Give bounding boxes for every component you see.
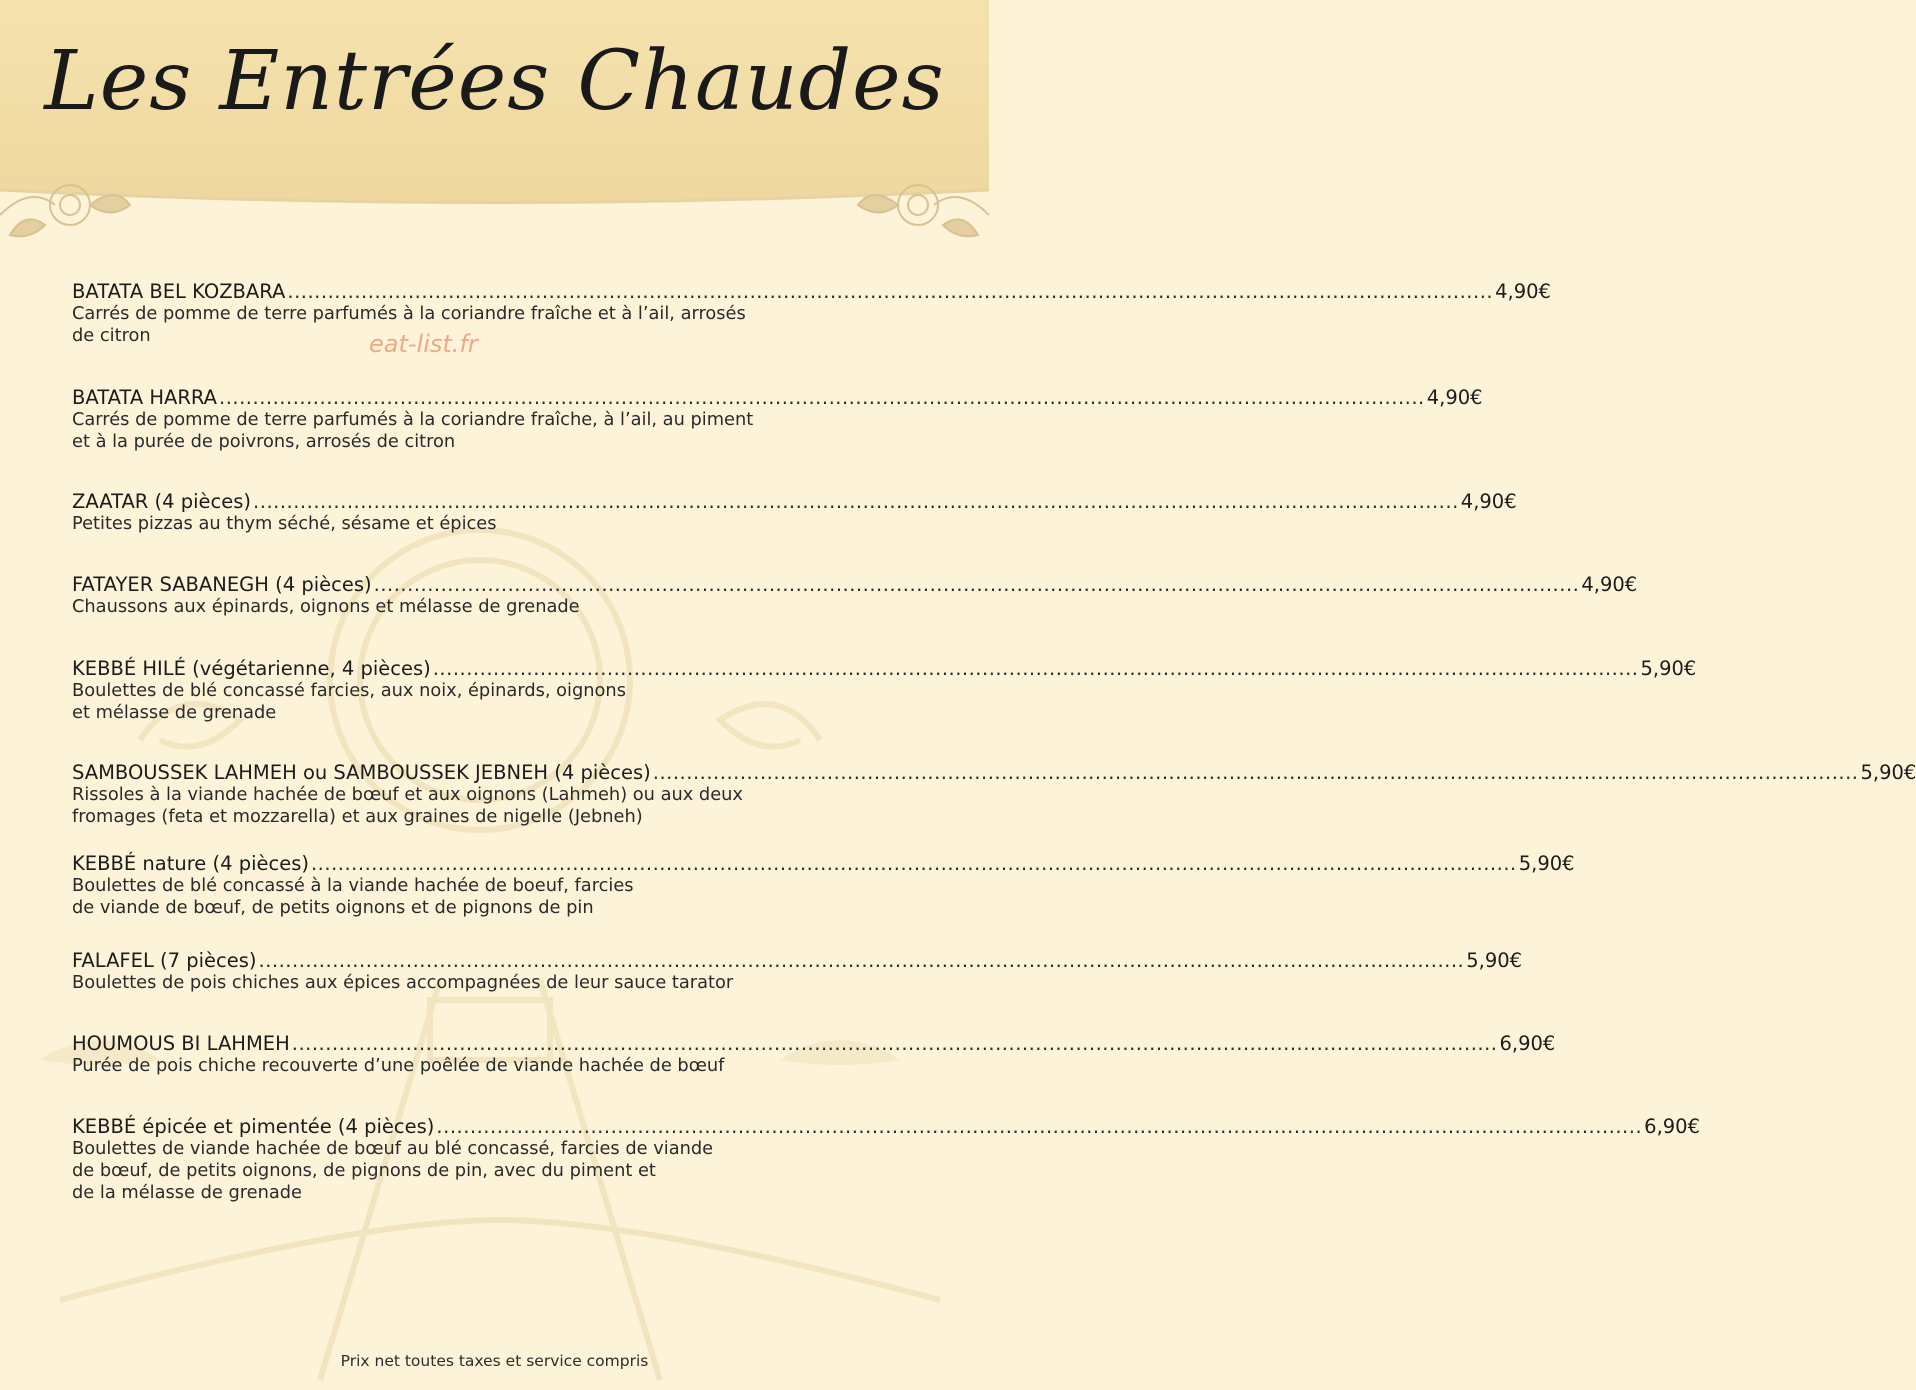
dot-leader: .................................................................................................................................................................................... [373,573,1580,596]
dot-leader: .................................................................................................................................................................................... [310,852,1517,875]
menu-item [72,657,1697,724]
item-name: FATAYER SABANEGH (4 pièces) [72,573,372,596]
dot-leader: .................................................................................................................................................................................... [652,761,1859,784]
item-name: HOUMOUS BI LAHMEH [72,1032,290,1055]
item-description: Petites pizzas au thym séché, sésame et épices [72,513,497,534]
item-description: Carrés de pomme de terre parfumés à la coriandre fraîche, à l’ail, au piment et à la purée de poivrons, arrosés de citron [72,409,754,452]
item-description: Rissoles à la viande hachée de bœuf et aux oignons (Lahmeh) ou aux deux fromages (feta et mozzarella) et aux graines de nigelle (Jebneh) [72,784,743,827]
item-description: Boulettes de viande hachée de bœuf au blé concassé, farcies de viande de bœuf, de petits oignons, de pignons de pin, avec du piment et de la mélasse de grenade [72,1138,714,1203]
item-name: KEBBÉ épicée et pimentée (4 pièces) [72,1115,435,1138]
dot-leader: .................................................................................................................................................................................... [287,280,1494,303]
item-description: Boulettes de blé concassé à la viande hachée de boeuf, farcies de viande de bœuf, de petits oignons et de pignons de pin [72,875,634,918]
item-price: 5,90€ [1640,657,1697,680]
menu-item [72,1115,1700,1204]
menu-item [72,1032,1556,1077]
dot-leader: .................................................................................................................................................................................... [253,490,1459,513]
item-price: 5,90€ [1466,949,1523,972]
page-title: Les Entrées Chaudes [44,34,945,129]
item-price: 4,90€ [1581,573,1638,596]
item-description: Boulettes de blé concassé farcies, aux noix, épinards, oignons et mélasse de grenade [72,680,626,723]
item-name: FALAFEL (7 pièces) [72,949,257,972]
dot-leader: .................................................................................................................................................................................... [258,949,1465,972]
item-name: SAMBOUSSEK LAHMEH ou SAMBOUSSEK JEBNEH (4 pièces) [72,761,651,784]
item-name: BATATA BEL KOZBARA [72,280,286,303]
item-name: BATATA HARRA [72,386,218,409]
item-description: Carrés de pomme de terre parfumés à la coriandre fraîche et à l’ail, arrosés de citron [72,303,746,346]
menu-item [72,280,1551,347]
menu-item [72,490,1517,535]
item-price: 6,90€ [1644,1115,1700,1138]
dot-leader: .................................................................................................................................................................................... [432,657,1639,680]
dot-leader: .................................................................................................................................................................................... [291,1032,1498,1055]
menu-item [72,949,1523,994]
item-description: Purée de pois chiche recouverte d’une poêlée de viande hachée de bœuf [72,1055,725,1076]
menu-item [72,852,1575,919]
footer-note: Prix net toutes taxes et service compris [340,1352,649,1370]
item-price: 4,90€ [1426,386,1483,409]
item-description: Boulettes de pois chiches aux épices accompagnées de leur sauce tarator [72,972,734,993]
item-price: 4,90€ [1460,490,1517,513]
item-price: 4,90€ [1495,280,1551,303]
item-price: 5,90€ [1518,852,1575,875]
dot-leader: .................................................................................................................................................................................... [219,386,1425,409]
item-description: Chaussons aux épinards, oignons et mélasse de grenade [72,596,580,617]
item-name: ZAATAR (4 pièces) [72,490,252,513]
menu-item [72,386,1483,453]
menu-item [72,573,1638,618]
menu-item [72,761,1916,828]
item-price: 6,90€ [1499,1032,1556,1055]
item-name: KEBBÉ HILÉ (végétarienne, 4 pièces) [72,657,431,680]
dot-leader: .................................................................................................................................................................................... [436,1115,1643,1138]
item-price: 5,90€ [1860,761,1916,784]
watermark: eat-list.fr [369,330,478,358]
item-name: KEBBÉ nature (4 pièces) [72,852,309,875]
